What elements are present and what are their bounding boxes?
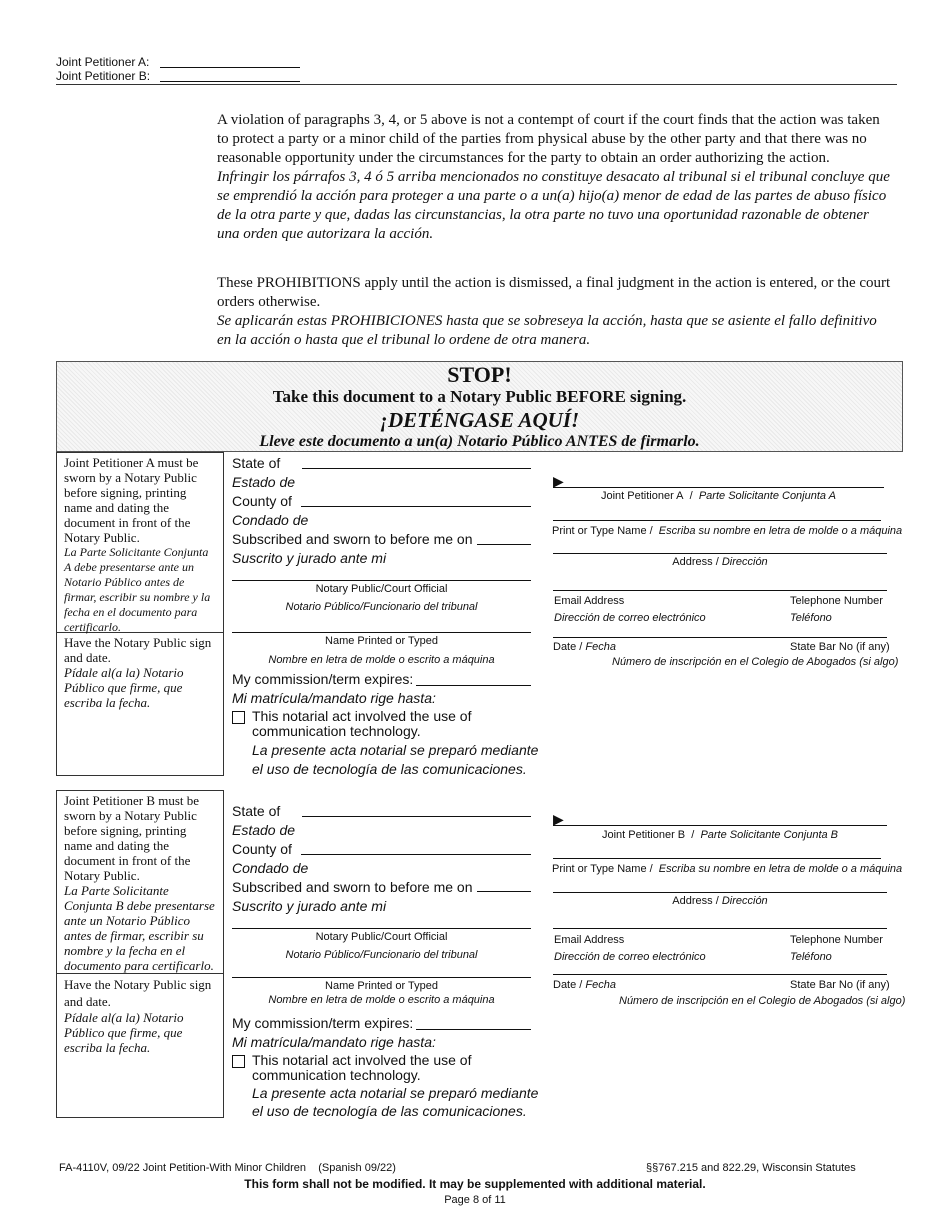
official-es-label-b: Notario Público/Funcionario del tribunal — [285, 949, 478, 961]
signer-es-label-a: Parte Solicitante Conjunta A — [698, 490, 837, 502]
prohibitions-paragraph — [217, 274, 892, 350]
sign-arrow-b: ▶ — [553, 811, 564, 827]
instructions-b — [57, 791, 223, 974]
header-rule — [56, 84, 897, 85]
county-field-a[interactable] — [301, 506, 531, 507]
instructions-box-a — [56, 452, 224, 776]
bar-label-b: State Bar No (if any) — [790, 979, 890, 991]
footer-notice: This form shall not be modified. It may be supplemented with additional material. — [244, 1177, 706, 1191]
address-caption-b — [553, 895, 887, 907]
petitioner-b-label: Joint Petitioner B: — [56, 69, 151, 83]
notary-signature-line-a[interactable] — [232, 580, 531, 581]
name-printed-es-label-b: Nombre en letra de molde o escrito a máquina — [268, 994, 495, 1006]
address-es-label-a: Dirección — [721, 556, 768, 568]
notary-signature-line-b[interactable] — [232, 928, 531, 929]
commission-label-a: My commission/term expires: — [232, 671, 414, 687]
county-of-label-b: County of — [232, 841, 292, 857]
tech-checkbox-row-a — [232, 708, 539, 777]
commission-a — [232, 670, 436, 708]
name-printed-label-b: Name Printed or Typed — [325, 980, 438, 992]
notary-instructions-a-es: Pídale al(a la) Notario Público que firme, que escriba la fecha. — [64, 665, 184, 710]
email-caption-a — [554, 593, 706, 627]
email-caption-b — [554, 932, 706, 966]
date-bar-line-a[interactable] — [553, 637, 887, 638]
phone-es-label-b: Teléfono — [790, 951, 832, 963]
notary-block-b — [232, 802, 472, 916]
state-of-label-a: State of — [232, 455, 281, 471]
phone-caption-a — [790, 593, 883, 627]
violation-es: Infringir los párrafos 3, 4 ó 5 arriba mencionados no constituye desacato al tribunal si el tribunal concluye que se emprendió la acción para proteger a una parte o a un(a) hijo(a) menor de edad de las partes de abuso físico de la otra parte y que, dadas las circunstancias, la otra parte no tuvo una oportunidad razonable de obtener una orden que autorizara la acción. — [217, 169, 890, 242]
print-name-label-b: Print or Type Name / — [552, 863, 653, 875]
state-of-label-b: State of — [232, 803, 281, 819]
name-printed-label-a: Name Printed or Typed — [325, 635, 438, 647]
tech-checkbox-row-b — [232, 1052, 539, 1119]
tech-line2-b: communication technology. — [252, 1067, 421, 1083]
address-line-a[interactable] — [553, 553, 887, 554]
phone-label-b: Telephone Number — [790, 934, 883, 946]
tech-line1-b: This notarial act involved the use of — [252, 1052, 472, 1068]
date-label-a: Date / — [553, 641, 583, 653]
print-name-caption-a — [552, 525, 902, 537]
notary-instructions-a-en: Have the Notary Public sign and date. — [64, 635, 212, 665]
condado-de-label-b: Condado de — [232, 860, 309, 876]
stop-title: STOP! — [447, 362, 512, 387]
signer-caption-b — [553, 829, 887, 841]
tech-es-line1-b: La presente acta notarial se preparó mediante — [252, 1085, 539, 1101]
tech-checkbox-b[interactable] — [232, 1055, 245, 1068]
tech-text-b — [252, 1053, 562, 1120]
notary-instructions-a — [57, 633, 223, 712]
signer-label-a: Joint Petitioner A — [600, 490, 684, 502]
county-field-b[interactable] — [301, 854, 531, 855]
tech-es-line1-a: La presente acta notarial se preparó mediante — [252, 742, 539, 758]
violation-en: A violation of paragraphs 3, 4, or 5 above is not a contempt of court if the court finds that the action was taken to protect a party or a minor child of the parties from physical abuse by the other party and that there was no reasonable opportunity under the circumstances for the party to obtain an order authorizing the action. — [217, 112, 880, 166]
tech-text-a — [252, 709, 562, 779]
suscrito-label-b: Suscrito y jurado ante mi — [232, 898, 387, 914]
bar-label-a: State Bar No (if any) — [790, 641, 890, 653]
header-petitioners — [56, 55, 150, 83]
date-caption-a — [553, 641, 616, 653]
sign-arrow-a: ▶ — [553, 473, 564, 489]
date-es-label-b: Fecha — [585, 979, 616, 991]
instructions-b-es: La Parte Solicitante Conjunta B debe presentarse ante un Notario Público antes de firmar, escribir su nombre y la fecha en el documento para certificarlo. — [64, 883, 215, 973]
stop-subtitle-es: Lleve este documento a un(a) Notario Público ANTES de firmarlo. — [259, 433, 700, 450]
state-field-b[interactable] — [302, 816, 531, 817]
address-es-label-b: Dirección — [721, 895, 768, 907]
bar-es-label-a: Número de inscripción en el Colegio de Abogados (si algo) — [612, 656, 899, 668]
condado-de-label-a: Condado de — [232, 512, 309, 528]
print-name-line-a[interactable] — [553, 520, 881, 521]
signer-label-b: Joint Petitioner B — [601, 829, 686, 841]
tech-checkbox-a[interactable] — [232, 711, 245, 724]
sworn-date-field-b[interactable] — [477, 891, 531, 892]
stop-title-es: ¡DETÉNGASE AQUÍ! — [379, 408, 580, 432]
county-of-label-a: County of — [232, 493, 292, 509]
email-es-label-a: Dirección de correo electrónico — [554, 612, 706, 624]
print-name-caption-b — [552, 863, 902, 875]
tech-es-line2-b: el uso de tecnología de las comunicaciones. — [252, 1103, 527, 1119]
date-es-label-a: Fecha — [585, 641, 616, 653]
phone-es-label-a: Teléfono — [790, 612, 832, 624]
commission-field-a[interactable] — [416, 685, 531, 686]
notary-name-line-a[interactable] — [232, 632, 531, 633]
commission-es-label-a: Mi matrícula/mandato rige hasta: — [232, 690, 436, 706]
email-phone-line-b[interactable] — [553, 928, 887, 929]
notary-instructions-b-en: Have the Notary Public sign and date. — [64, 977, 212, 1009]
instructions-box-b — [56, 790, 224, 1118]
signer-es-label-b: Parte Solicitante Conjunta B — [700, 829, 839, 841]
address-label-a: Address / — [672, 556, 719, 568]
petitioner-b-field[interactable] — [160, 81, 300, 82]
signer-sep-a: / — [689, 490, 693, 502]
notary-instructions-b — [57, 974, 223, 1057]
instructions-a — [57, 453, 223, 633]
prohibitions-es: Se aplicarán estas PROHIBICIONES hasta que se sobreseya la acción, hasta que se asiente el fallo definitivo en la acción o hasta que el tribunal lo ordene de otra manera. — [217, 313, 877, 348]
print-name-label-a: Print or Type Name / — [552, 525, 653, 537]
address-line-b[interactable] — [553, 892, 887, 893]
commission-b — [232, 1014, 436, 1052]
petitioner-a-label: Joint Petitioner A: — [56, 55, 150, 69]
stop-banner — [56, 361, 903, 452]
email-es-label-b: Dirección de correo electrónico — [554, 951, 706, 963]
email-phone-line-a[interactable] — [553, 590, 887, 591]
phone-caption-b — [790, 932, 883, 966]
signer-caption-a — [553, 490, 884, 502]
estado-de-label-a: Estado de — [232, 474, 296, 490]
notary-instructions-b-es: Pídale al(a la) Notario Público que firme, que escriba la fecha. — [64, 1010, 184, 1055]
bar-es-label-b: Número de inscripción en el Colegio de Abogados (si algo) — [619, 995, 906, 1007]
email-label-a: Email Address — [554, 595, 625, 607]
email-label-b: Email Address — [554, 934, 625, 946]
date-label-b: Date / — [553, 979, 583, 991]
official-label-a: Notary Public/Court Official — [315, 583, 448, 595]
statutes: §§767.215 and 822.29, Wisconsin Statutes — [646, 1162, 856, 1174]
commission-field-b[interactable] — [416, 1029, 531, 1030]
suscrito-label-a: Suscrito y jurado ante mi — [232, 550, 387, 566]
signer-sep-b: / — [691, 829, 695, 841]
commission-label-b: My commission/term expires: — [232, 1015, 414, 1031]
subscribed-label-a: Subscribed and sworn to before me on — [232, 531, 473, 547]
phone-label-a: Telephone Number — [790, 595, 883, 607]
sworn-date-field-a[interactable] — [477, 544, 531, 545]
form-id: FA-4110V, 09/22 Joint Petition-With Minor Children (Spanish 09/22) — [59, 1162, 396, 1174]
print-name-es-label-a: Escriba su nombre en letra de molde o a máquina — [658, 525, 903, 537]
instructions-a-en: Joint Petitioner A must be sworn by a Notary Public before signing, printing name and dating the document in front of the Notary Public. — [64, 455, 199, 545]
instructions-a-es: La Parte Solicitante Conjunta A debe presentarse ante un Notario Público antes de firmar, escribir su nombre y la fecha en el documento para certificarlo. — [64, 545, 211, 634]
official-es-label-a: Notario Público/Funcionario del tribunal — [285, 601, 478, 613]
address-caption-a — [553, 556, 887, 568]
notary-block-a — [232, 454, 472, 568]
petitioner-a-field[interactable] — [160, 67, 300, 68]
estado-de-label-b: Estado de — [232, 822, 296, 838]
tech-line1-a: This notarial act involved the use of — [252, 708, 472, 724]
print-name-line-b[interactable] — [553, 858, 881, 859]
subscribed-label-b: Subscribed and sworn to before me on — [232, 879, 473, 895]
stop-subtitle: Take this document to a Notary Public BEFORE signing. — [272, 387, 687, 406]
page-number: Page 8 of 11 — [444, 1194, 506, 1206]
tech-es-line2-a: el uso de tecnología de las comunicaciones. — [252, 761, 527, 777]
print-name-es-label-b: Escriba su nombre en letra de molde o a máquina — [658, 863, 903, 875]
name-printed-es-label-a: Nombre en letra de molde o escrito a máquina — [268, 654, 495, 666]
official-label-b: Notary Public/Court Official — [315, 931, 448, 943]
violation-paragraph — [217, 111, 892, 244]
signature-line-b[interactable] — [553, 825, 887, 826]
prohibitions-en: These PROHIBITIONS apply until the action is dismissed, a final judgment in the action is entered, or the court orders otherwise. — [217, 275, 891, 310]
tech-line2-a: communication technology. — [252, 723, 421, 739]
signature-line-a[interactable] — [553, 487, 884, 488]
commission-es-label-b: Mi matrícula/mandato rige hasta: — [232, 1034, 436, 1050]
instructions-b-en: Joint Petitioner B must be sworn by a Notary Public before signing, printing name and dating the document in front of the Notary Public. — [64, 793, 200, 883]
date-caption-b — [553, 979, 616, 991]
state-field-a[interactable] — [302, 468, 531, 469]
notary-name-line-b[interactable] — [232, 977, 531, 978]
date-bar-line-b[interactable] — [553, 974, 887, 975]
address-label-b: Address / — [672, 895, 719, 907]
